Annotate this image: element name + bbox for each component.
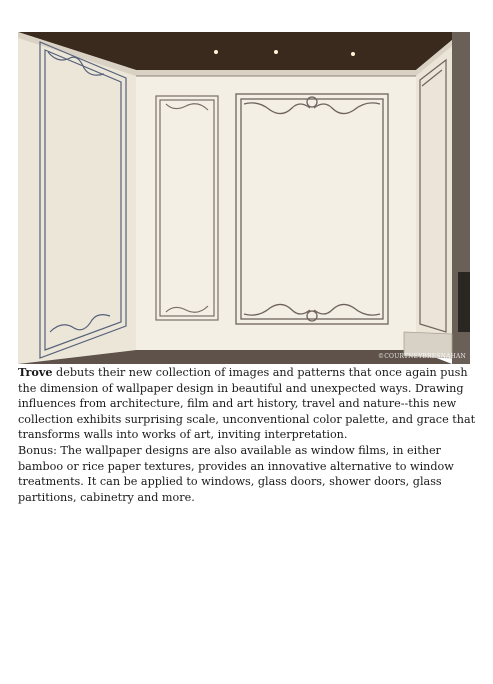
ceiling-light: [351, 52, 355, 56]
ceiling-light: [274, 50, 278, 54]
intro-paragraph: [18, 365, 480, 443]
person-silhouette: [458, 272, 470, 332]
ceiling-light: [214, 50, 218, 54]
room-illustration: [18, 32, 470, 364]
bonus-paragraph: Bonus: The wallpaper designs are also available as window films, in either bamboo or rice paper textures, provides an innovative alternative to window treatments. It can be applied to windows, glass doors, shower doors, glass partitions, cabinetry and more.: [18, 443, 454, 504]
left-wall: [18, 32, 136, 364]
brand-name: Trove: [18, 365, 53, 379]
photo-watermark: ©COURTNEYBRESNAHAN: [378, 353, 466, 360]
article-body: [18, 365, 480, 505]
intro-text: debuts their new collection of images and patterns that once again push the dimension of wallpaper design in beautiful and unexpected ways. Drawing influences from architecture, film and art history, travel and nature--this new collection exhibits surprising scale, unconventional color palette, and grace that transforms walls into works of art, inviting interpretation.: [18, 366, 476, 442]
wallpaper-room-photo: [18, 32, 470, 364]
